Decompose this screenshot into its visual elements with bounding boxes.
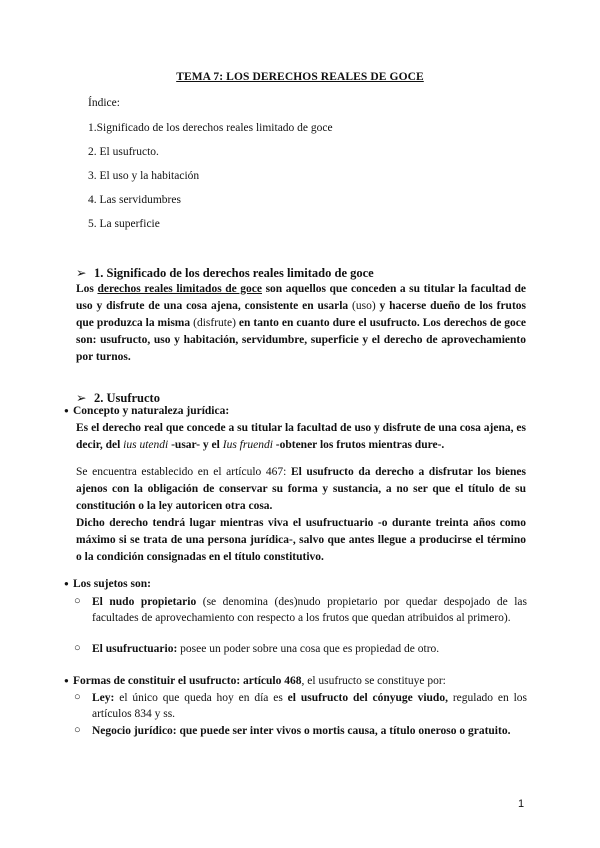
bullet-dot-icon: ● xyxy=(64,676,69,685)
sujeto-item-1: ○ El nudo propietario (se denomina (des)nudo propietario por quedar despojado de las facultades de aprovechamiento con respecto a los frutos que quedan atribuidos al primero). xyxy=(74,595,528,624)
index-item-2: 2. El usufructo. xyxy=(88,146,159,158)
page-title: TEMA 7: LOS DERECHOS REALES DE GOCE xyxy=(176,71,424,83)
sujeto-item-2: ○ El usufructuario: posee un poder sobre una cosa que es propiedad de otro. xyxy=(74,642,440,655)
circle-bullet-icon: ○ xyxy=(74,691,81,703)
circle-bullet-icon: ○ xyxy=(74,595,81,607)
section-1-paragraph: Los derechos reales limitados de goce son aquellos que conceden a su titular la facultad de uso y disfrute de una cosa ajena, consistente en usarla (uso) y hacerse dueño de los frutos que produzca la misma (disfrute) en tanto en cuanto dure el usufructo. Los derechos de goce son: usufructo, uso y habitación, servidumbre, superficie y el derecho de aprovechamiento por turnos. xyxy=(76,283,527,363)
bullet-dot-icon: ● xyxy=(64,406,69,415)
page-number: 1 xyxy=(518,798,525,810)
articulo-467-paragraph: Se encuentra establecido en el artículo 467: El usufructo da derecho a disfrutar los bienes ajenos con la obligación de conservar su forma y sustancia, a no ser que el título de su constitución o la ley autoricen otra cosa. xyxy=(76,466,526,512)
index-label: Índice: xyxy=(88,97,120,109)
forma-item-ley: ○ Ley: el único que queda hoy en día es el usufructo del cónyuge viudo, regulado en los artículos 834 y ss. xyxy=(74,691,528,720)
circle-bullet-icon: ○ xyxy=(74,724,81,736)
index-item-1: 1.Significado de los derechos reales limitado de goce xyxy=(88,122,333,134)
arrow-icon: ➢ xyxy=(76,266,87,280)
bullet-formas: ● Formas de constituir el usufructo: artículo 468, el usufructo se constituye por: xyxy=(64,675,446,687)
term-derechos-reales: derechos reales limitados de goce xyxy=(97,283,262,295)
circle-bullet-icon: ○ xyxy=(74,642,81,654)
index-item-5: 5. La superficie xyxy=(88,218,160,230)
section-2-heading: ➢ 2. Usufructo xyxy=(76,391,160,405)
bullet-sujetos: ● Los sujetos son: xyxy=(64,578,151,590)
forma-item-negocio: ○ Negocio jurídico: que puede ser inter vivos o mortis causa, a título oneroso o gratuito. xyxy=(74,724,511,737)
concepto-paragraph: Es el derecho real que concede a su titular la facultad de uso y disfrute de una cosa ajena, es decir, del ius utendi -usar- y el Ius fruendi -obtener los frutos mientras dure-. xyxy=(76,422,526,451)
duracion-paragraph: Dicho derecho tendrá lugar mientras viva el usufructuario -o durante treinta años como máximo si se trata de una persona jurídica-, salvo que antes llegue a producirse el término o la condición consignadas en el título constitutivo. xyxy=(76,517,526,563)
section-1-heading: ➢ 1. Significado de los derechos reales limitado de goce xyxy=(76,266,374,280)
arrow-icon: ➢ xyxy=(76,391,87,405)
bullet-concepto: ● Concepto y naturaleza jurídica: xyxy=(64,405,230,417)
index-item-3: 3. El uso y la habitación xyxy=(88,170,200,182)
index-item-4: 4. Las servidumbres xyxy=(88,194,181,206)
bullet-dot-icon: ● xyxy=(64,579,69,588)
